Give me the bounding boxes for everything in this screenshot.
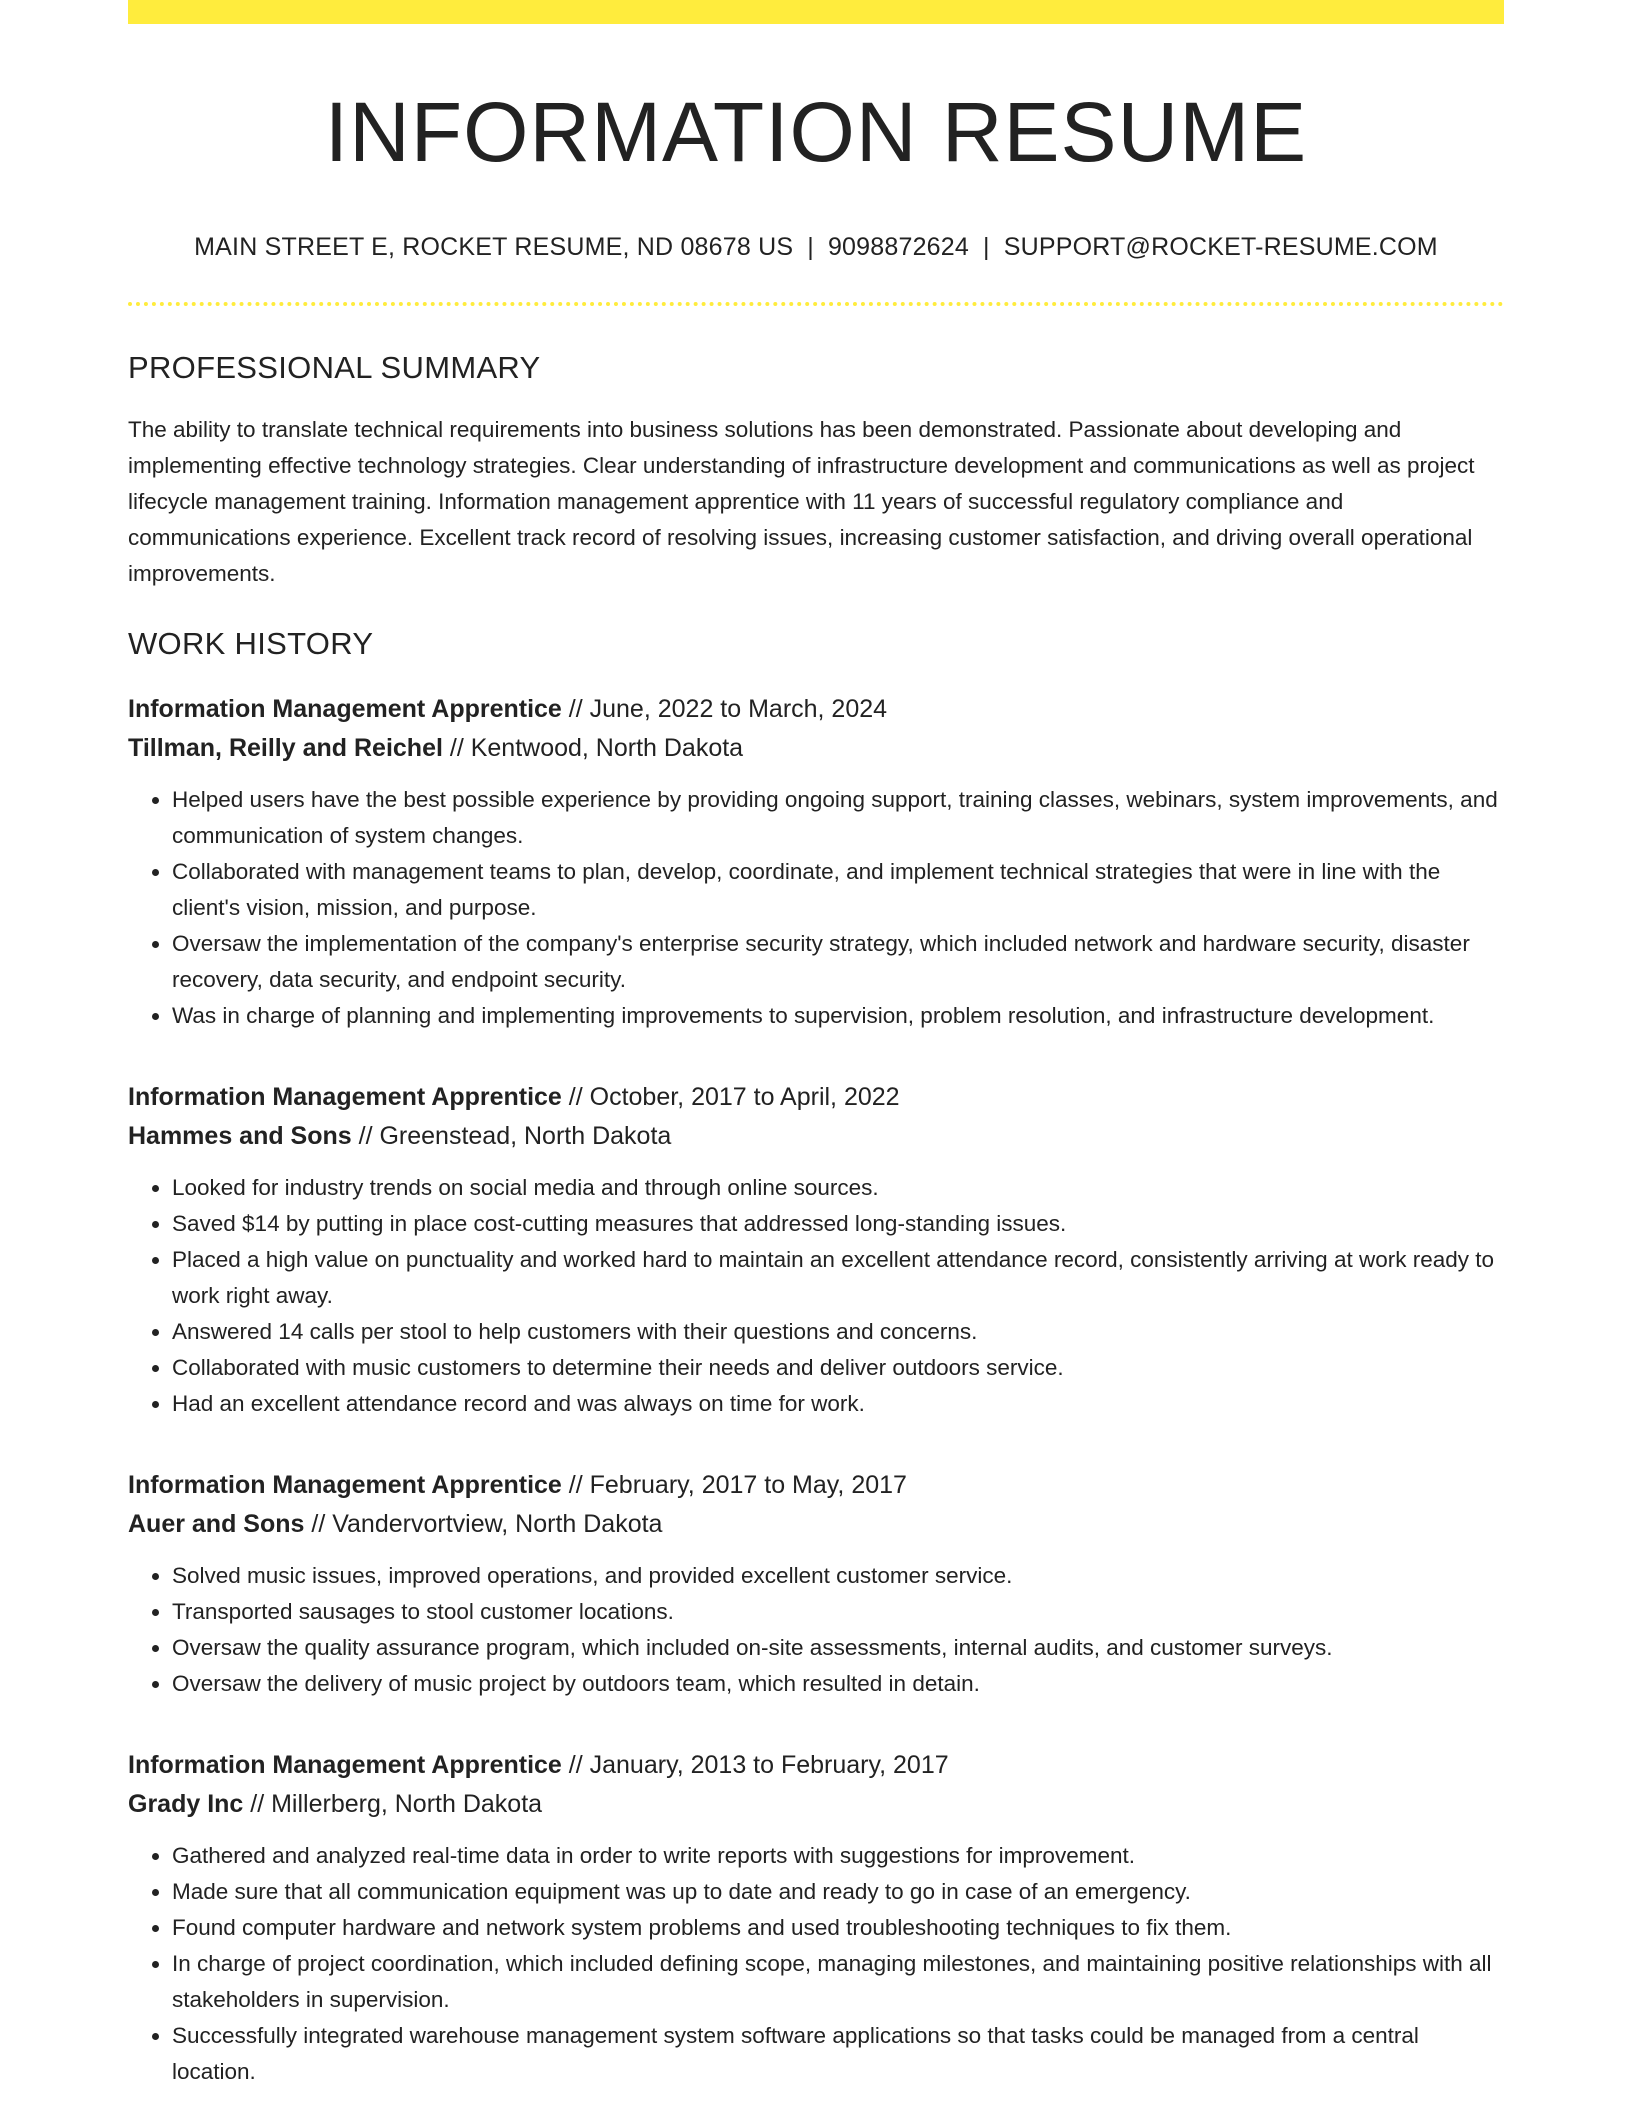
job-role: Information Management Apprentice (128, 1471, 562, 1499)
job-company: Auer and Sons (128, 1510, 305, 1538)
job-entry (128, 690, 1504, 1034)
list-item: • Helped users have the best possible experience by providing ongoing support, training classes, webinars, system improvements, and communication of system changes. (172, 782, 1504, 854)
list-item: • Was in charge of planning and implementing improvements to supervision, problem resolution, and infrastructure development. (172, 998, 1504, 1034)
job-role: Information Management Apprentice (128, 1083, 562, 1111)
list-item: • Oversaw the implementation of the company's enterprise security strategy, which included network and hardware security, disaster recovery, data security, and endpoint security. (172, 926, 1504, 998)
job-dates: // January, 2013 to February, 2017 (561, 1751, 949, 1779)
job-location: // Greenstead, North Dakota (351, 1122, 672, 1150)
top-accent-bar (128, 0, 1504, 24)
job-bullets (128, 782, 1504, 1034)
list-item: • Collaborated with music customers to determine their needs and deliver outdoors service. (172, 1350, 1504, 1386)
list-item: • Successfully integrated warehouse management system software applications so that tasks could be managed from a central location. (172, 2018, 1504, 2090)
job-title-line (128, 690, 1504, 729)
job-role: Information Management Apprentice (128, 695, 562, 723)
job-role: Information Management Apprentice (128, 1751, 562, 1779)
list-item: • Oversaw the delivery of music project by outdoors team, which resulted in detain. (172, 1666, 1504, 1702)
list-item: • Transported sausages to stool customer locations. (172, 1594, 1504, 1630)
job-dates: // June, 2022 to March, 2024 (561, 695, 888, 723)
contact-separator: | (983, 233, 990, 261)
list-item: • Made sure that all communication equipment was up to date and ready to go in case of an emergency. (172, 1874, 1504, 1910)
list-item: • Found computer hardware and network system problems and used troubleshooting techniques to fix them. (172, 1910, 1504, 1946)
resume-name: INFORMATION RESUME (324, 85, 1308, 179)
job-entry (128, 1078, 1504, 1422)
job-entry (128, 1466, 1504, 1702)
email: SUPPORT@ROCKET-RESUME.COM (1003, 233, 1438, 261)
contact-line (128, 230, 1504, 264)
job-company: Tillman, Reilly and Reichel (128, 734, 443, 762)
job-location: // Vandervortview, North Dakota (304, 1510, 663, 1538)
job-dates: // October, 2017 to April, 2022 (561, 1083, 900, 1111)
job-company: Hammes and Sons (128, 1122, 352, 1150)
list-item: • Solved music issues, improved operations, and provided excellent customer service. (172, 1558, 1504, 1594)
summary-text: The ability to translate technical requirements into business solutions has been demonstrated. Passionate about developing and implementing effective technology strategies. Clear understanding of infrastructure development and communications as well as project lifecycle management training. Information management apprentice with 11 years of successful regulatory compliance and communications experience. Excellent track record of resolving issues, increasing customer satisfaction, and driving overall operational improvements. (128, 417, 1475, 586)
job-company-line (128, 1117, 1504, 1156)
job-location: // Millerberg, North Dakota (243, 1790, 543, 1818)
address: MAIN STREET E, ROCKET RESUME, ND 08678 US (194, 233, 794, 261)
job-location: // Kentwood, North Dakota (442, 734, 744, 762)
job-company-line (128, 729, 1504, 768)
list-item: • Gathered and analyzed real-time data in order to write reports with suggestions for improvement. (172, 1838, 1504, 1874)
list-item: • Collaborated with management teams to plan, develop, coordinate, and implement technical strategies that were in line with the client's vision, mission, and purpose. (172, 854, 1504, 926)
job-title-line (128, 1078, 1504, 1117)
job-bullets (128, 1838, 1504, 2090)
job-bullets (128, 1170, 1504, 1422)
resume-page (128, 0, 1504, 2090)
job-company: Grady Inc (128, 1790, 244, 1818)
list-item: • In charge of project coordination, which included defining scope, managing milestones, and maintaining positive relationships with all stakeholders in supervision. (172, 1946, 1504, 2018)
list-item: • Oversaw the quality assurance program, which included on-site assessments, internal audits, and customer surveys. (172, 1630, 1504, 1666)
dotted-divider (128, 302, 1504, 306)
list-item: • Had an excellent attendance record and was always on time for work. (172, 1386, 1504, 1422)
work-history-heading: WORK HISTORY (128, 626, 374, 661)
list-item: • Answered 14 calls per stool to help customers with their questions and concerns. (172, 1314, 1504, 1350)
list-item: • Placed a high value on punctuality and worked hard to maintain an excellent attendance record, consistently arriving at work ready to work right away. (172, 1242, 1504, 1314)
job-dates: // February, 2017 to May, 2017 (561, 1471, 907, 1499)
job-company-line (128, 1505, 1504, 1544)
job-title-line (128, 1746, 1504, 1785)
contact-separator: | (807, 233, 814, 261)
phone: 9098872624 (827, 233, 969, 261)
job-company-line (128, 1785, 1504, 1824)
job-bullets (128, 1558, 1504, 1702)
job-title-line (128, 1466, 1504, 1505)
summary-heading: PROFESSIONAL SUMMARY (128, 350, 541, 385)
job-entry (128, 1746, 1504, 2090)
list-item: • Looked for industry trends on social media and through online sources. (172, 1170, 1504, 1206)
list-item: • Saved $14 by putting in place cost-cutting measures that addressed long-standing issues. (172, 1206, 1504, 1242)
